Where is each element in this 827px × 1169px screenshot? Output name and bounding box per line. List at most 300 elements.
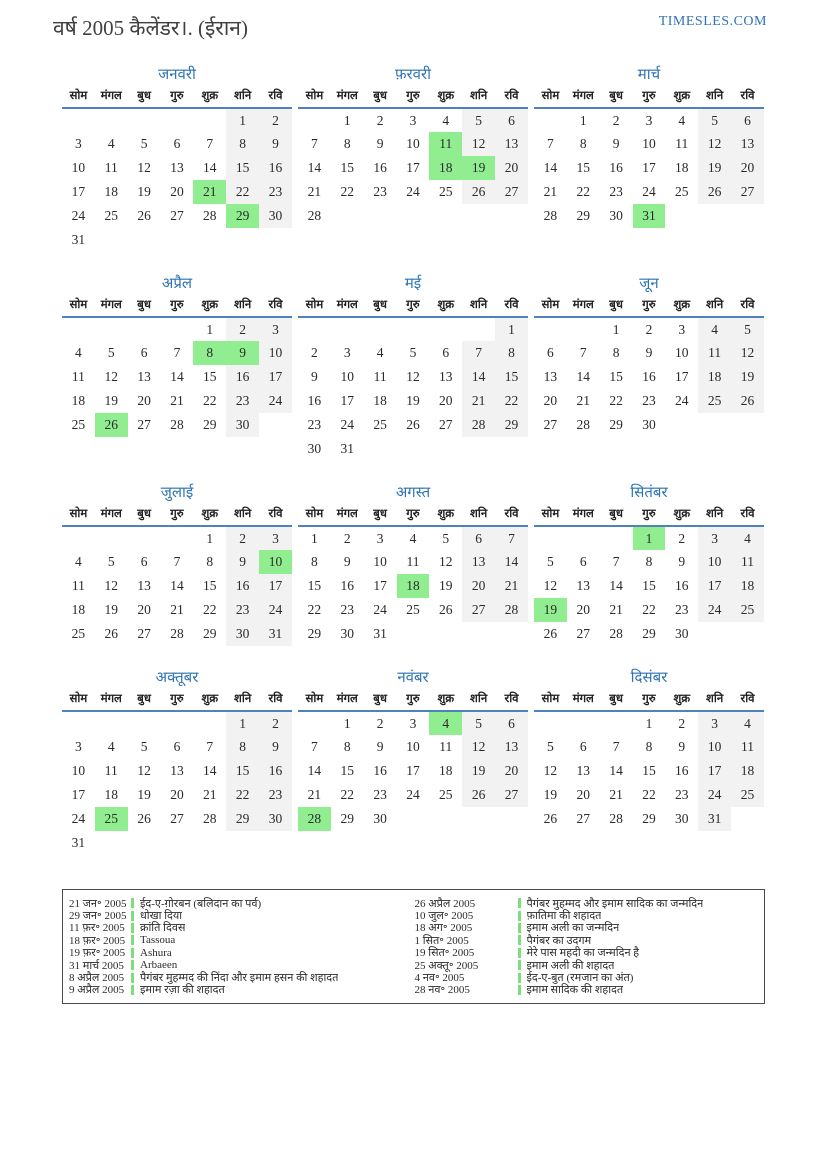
month-calendar-8	[298, 482, 528, 646]
weekend-day-cell: 3	[259, 526, 292, 550]
weekday-header: शनि	[470, 508, 488, 520]
month-table	[62, 294, 292, 437]
weekday-header: बुध	[373, 693, 387, 705]
day-cell: 24	[675, 393, 689, 408]
weekday-header: रवि	[740, 693, 755, 705]
day-cell: 19	[104, 602, 119, 617]
day-cell: 22	[307, 602, 322, 617]
legend-entry	[69, 984, 415, 996]
weekday-header: शनि	[470, 299, 488, 311]
weekend-day-cell: 30	[226, 622, 259, 646]
day-cell: 20	[137, 393, 151, 408]
holiday-day-cell: 28	[298, 807, 331, 831]
day-cell: 11	[373, 369, 387, 384]
weekday-header: शुक्र	[673, 299, 691, 311]
weekend-day-cell: 19	[462, 759, 495, 783]
day-cell: 16	[609, 160, 623, 175]
day-cell: 6	[140, 345, 148, 360]
day-cell: 28	[543, 208, 558, 223]
empty-day-cell	[495, 622, 528, 646]
day-cell: 13	[170, 160, 184, 175]
weekend-day-cell: 23	[226, 598, 259, 622]
day-cell: 21	[609, 602, 623, 617]
empty-day-cell	[600, 526, 633, 550]
day-cell: 12	[104, 369, 119, 384]
holiday-color-bar-icon	[518, 923, 521, 933]
weekday-header: मंगल	[572, 299, 594, 311]
day-cell: 8	[206, 554, 214, 569]
weekday-header: रवि	[504, 693, 519, 705]
empty-day-cell	[364, 317, 397, 341]
day-cell: 26	[406, 417, 420, 432]
day-cell: 16	[675, 578, 689, 593]
weekday-header: गुरु	[170, 508, 184, 520]
day-cell: 25	[71, 417, 86, 432]
legend-column-1	[69, 897, 415, 996]
legend-label: फ़ातिमा की शहादत	[526, 910, 602, 923]
day-cell: 17	[71, 184, 86, 199]
day-cell: 11	[439, 739, 453, 754]
weekday-header: रवि	[268, 299, 283, 311]
day-cell: 11	[104, 160, 118, 175]
month-table	[534, 85, 764, 228]
weekend-day-cell: 13	[462, 550, 495, 574]
day-cell: 29	[576, 208, 591, 223]
legend-date: 29 जन॰ 2005	[69, 910, 127, 923]
day-cell: 19	[137, 787, 151, 802]
weekend-day-cell: 27	[462, 598, 495, 622]
day-cell: 24	[71, 811, 86, 826]
weekend-day-cell: 16	[259, 156, 292, 180]
legend-label: मेरे पास महदी का जन्मदिन है	[526, 947, 640, 960]
day-cell: 3	[343, 345, 351, 360]
day-cell: 25	[373, 417, 387, 432]
day-cell: 14	[203, 160, 217, 175]
empty-day-cell	[331, 317, 364, 341]
month-title: सितंबर	[630, 485, 668, 501]
legend-label: इमाम अली का जन्मदिन	[526, 922, 620, 935]
empty-day-cell	[331, 204, 364, 228]
weekday-header: मंगल	[100, 508, 122, 520]
empty-day-cell	[731, 807, 764, 831]
empty-day-cell	[95, 228, 128, 252]
month-calendar-3	[534, 64, 764, 252]
day-cell: 14	[609, 578, 623, 593]
day-cell: 15	[203, 369, 217, 384]
weekday-header: बुध	[373, 299, 387, 311]
legend-label: इमाम रज़ा की शहादत	[140, 984, 225, 997]
day-cell: 7	[173, 345, 181, 360]
day-cell: 19	[439, 578, 453, 593]
day-cell: 16	[307, 393, 322, 408]
holiday-day-cell: 19	[462, 156, 495, 180]
day-cell: 4	[107, 739, 115, 754]
legend-date: 11 फ़र॰ 2005	[69, 922, 125, 935]
legend-label: पैगंबर का उदगम	[526, 934, 592, 947]
weekday-header: शनि	[234, 90, 252, 102]
day-cell: 9	[376, 739, 384, 754]
legend-date: 25 अक्तू॰ 2005	[414, 959, 479, 972]
holiday-color-bar-icon	[518, 911, 521, 921]
day-cell: 29	[340, 811, 355, 826]
day-cell: 9	[311, 369, 318, 384]
day-cell: 31	[71, 232, 86, 247]
day-cell: 17	[373, 578, 387, 593]
day-cell: 1	[343, 715, 351, 731]
day-cell: 13	[576, 578, 591, 593]
weekday-header: गुरु	[406, 693, 420, 705]
page-title: वर्ष 2005 कैलेंडर।. (ईरान)	[53, 16, 248, 40]
weekend-day-cell: 17	[698, 574, 731, 598]
empty-day-cell	[731, 622, 764, 646]
legend-label: धोखा दिया	[140, 910, 183, 923]
weekday-header: सोम	[541, 90, 560, 102]
day-cell: 10	[406, 739, 420, 754]
month-table	[298, 503, 528, 646]
month-calendar-10	[62, 667, 292, 855]
weekend-day-cell: 26	[462, 783, 495, 807]
weekend-day-cell: 8	[495, 341, 528, 365]
day-cell: 23	[609, 184, 623, 199]
empty-day-cell	[429, 204, 462, 228]
empty-day-cell	[193, 831, 226, 855]
legend-label: इमाम सादिक की शहादत	[526, 984, 624, 997]
weekend-day-cell: 31	[259, 622, 292, 646]
day-cell: 9	[678, 739, 686, 754]
weekday-header: सोम	[69, 90, 88, 102]
day-cell: 31	[373, 626, 387, 641]
weekend-day-cell: 25	[731, 598, 764, 622]
legend-date: 21 जन॰ 2005	[69, 897, 127, 910]
weekday-header: बुध	[137, 90, 151, 102]
day-cell: 9	[376, 136, 384, 151]
day-cell: 15	[609, 369, 623, 384]
weekend-day-cell: 26	[731, 389, 764, 413]
empty-day-cell	[364, 437, 397, 461]
day-cell: 3	[75, 136, 82, 151]
weekday-header: गुरु	[642, 508, 656, 520]
month-title: अगस्त	[395, 485, 431, 501]
weekday-header: मंगल	[100, 693, 122, 705]
empty-day-cell	[534, 317, 567, 341]
day-cell: 8	[343, 739, 351, 754]
weekend-day-cell: 30	[259, 807, 292, 831]
day-cell: 26	[137, 811, 151, 826]
empty-day-cell	[567, 317, 600, 341]
empty-day-cell	[429, 437, 462, 461]
weekend-day-cell: 9	[259, 132, 292, 156]
day-cell: 12	[137, 763, 151, 778]
day-cell: 7	[173, 554, 181, 569]
weekend-day-cell: 28	[462, 413, 495, 437]
day-cell: 2	[612, 112, 620, 128]
empty-day-cell	[429, 807, 462, 831]
weekend-day-cell: 15	[495, 365, 528, 389]
holiday-day-cell: 31	[633, 204, 666, 228]
weekday-header: गुरु	[170, 299, 184, 311]
day-cell: 6	[579, 554, 587, 569]
day-cell: 19	[137, 184, 151, 199]
day-cell: 8	[579, 136, 587, 151]
empty-day-cell	[128, 526, 161, 550]
holiday-day-cell: 9	[226, 341, 259, 365]
day-cell: 9	[612, 136, 620, 151]
holiday-day-cell: 11	[429, 132, 462, 156]
empty-day-cell	[462, 807, 495, 831]
day-cell: 19	[543, 787, 558, 802]
weekend-day-cell: 16	[226, 365, 259, 389]
legend-label: Arbaeen	[140, 959, 178, 972]
weekend-day-cell: 24	[698, 783, 731, 807]
day-cell: 9	[343, 554, 351, 569]
day-cell: 26	[104, 626, 119, 641]
day-cell: 29	[203, 626, 217, 641]
day-cell: 23	[373, 184, 387, 199]
holiday-color-bar-icon	[131, 985, 134, 995]
weekend-day-cell: 24	[698, 598, 731, 622]
day-cell: 4	[678, 112, 686, 128]
empty-day-cell	[397, 807, 430, 831]
day-cell: 20	[576, 787, 591, 802]
day-cell: 1	[645, 715, 653, 731]
day-cell: 21	[307, 787, 322, 802]
weekday-header: मंगल	[336, 508, 358, 520]
day-cell: 2	[678, 715, 686, 731]
weekend-day-cell: 4	[731, 526, 764, 550]
weekday-header: शनि	[470, 90, 488, 102]
day-cell: 23	[642, 393, 656, 408]
empty-day-cell	[62, 317, 95, 341]
month-calendar-7	[62, 482, 292, 646]
empty-day-cell	[731, 204, 764, 228]
day-cell: 4	[442, 112, 450, 128]
day-cell: 26	[439, 602, 453, 617]
legend-entry	[415, 984, 761, 996]
holiday-color-bar-icon	[518, 960, 521, 970]
weekend-day-cell: 26	[698, 180, 731, 204]
day-cell: 3	[645, 112, 653, 128]
day-cell: 11	[104, 763, 118, 778]
day-cell: 15	[340, 763, 355, 778]
day-cell: 3	[409, 715, 417, 731]
weekday-header: सोम	[305, 693, 324, 705]
empty-day-cell	[495, 437, 528, 461]
day-cell: 3	[376, 530, 384, 546]
day-cell: 13	[543, 369, 558, 384]
weekend-day-cell: 11	[731, 735, 764, 759]
day-cell: 15	[576, 160, 591, 175]
day-cell: 21	[543, 184, 558, 199]
weekend-day-cell: 20	[462, 574, 495, 598]
day-cell: 4	[75, 554, 82, 569]
weekend-day-cell: 6	[462, 526, 495, 550]
day-cell: 23	[340, 602, 355, 617]
month-title: फ़रवरी	[394, 67, 432, 83]
weekend-day-cell: 3	[698, 711, 731, 735]
day-cell: 14	[609, 763, 623, 778]
day-cell: 18	[104, 184, 119, 199]
day-cell: 14	[307, 160, 322, 175]
holiday-day-cell: 4	[429, 711, 462, 735]
day-cell: 22	[340, 184, 355, 199]
weekend-day-cell: 18	[731, 574, 764, 598]
weekday-header: शुक्र	[437, 90, 455, 102]
weekday-header: सोम	[305, 508, 324, 520]
empty-day-cell	[731, 413, 764, 437]
day-cell: 28	[203, 208, 217, 223]
weekend-day-cell: 5	[698, 108, 731, 132]
weekend-day-cell: 23	[226, 389, 259, 413]
day-cell: 2	[311, 345, 318, 360]
day-cell: 15	[340, 160, 355, 175]
weekend-day-cell: 17	[259, 365, 292, 389]
day-cell: 18	[373, 393, 387, 408]
holiday-day-cell: 18	[397, 574, 430, 598]
day-cell: 21	[576, 393, 591, 408]
day-cell: 30	[609, 208, 623, 223]
holiday-color-bar-icon	[518, 948, 521, 958]
month-calendar-6	[534, 273, 764, 461]
month-table	[534, 294, 764, 437]
day-cell: 14	[203, 763, 217, 778]
legend-label: इमाम अली की शहादत	[526, 959, 615, 972]
weekend-day-cell: 26	[462, 180, 495, 204]
day-cell: 17	[675, 369, 689, 384]
holiday-color-bar-icon	[131, 973, 134, 983]
day-cell: 23	[675, 602, 689, 617]
day-cell: 12	[439, 554, 453, 569]
day-cell: 21	[170, 602, 184, 617]
day-cell: 16	[340, 578, 355, 593]
month-calendar-2	[298, 64, 528, 252]
day-cell: 3	[678, 321, 686, 337]
weekend-day-cell: 13	[731, 132, 764, 156]
weekend-day-cell: 1	[226, 108, 259, 132]
day-cell: 24	[71, 208, 86, 223]
legend-date: 4 नव॰ 2005	[414, 972, 465, 985]
day-cell: 25	[406, 602, 420, 617]
weekend-day-cell: 27	[495, 180, 528, 204]
weekend-day-cell: 2	[259, 711, 292, 735]
day-cell: 1	[206, 321, 214, 337]
day-cell: 5	[140, 739, 148, 754]
weekend-day-cell: 22	[495, 389, 528, 413]
day-cell: 30	[340, 626, 355, 641]
empty-day-cell	[161, 317, 194, 341]
weekend-day-cell: 12	[462, 132, 495, 156]
day-cell: 11	[675, 136, 689, 151]
holiday-color-bar-icon	[518, 898, 521, 908]
day-cell: 7	[547, 136, 554, 151]
day-cell: 9	[678, 554, 686, 569]
day-cell: 20	[439, 393, 453, 408]
day-cell: 20	[170, 787, 184, 802]
month-table	[298, 294, 528, 461]
weekday-header: शनि	[706, 299, 724, 311]
day-cell: 10	[642, 136, 656, 151]
weekend-day-cell: 10	[698, 550, 731, 574]
weekday-header: मंगल	[336, 299, 358, 311]
weekday-header: सोम	[69, 693, 88, 705]
weekend-day-cell: 15	[226, 759, 259, 783]
weekday-header: शुक्र	[201, 90, 219, 102]
weekend-day-cell: 29	[495, 413, 528, 437]
day-cell: 1	[311, 530, 318, 546]
month-table	[298, 85, 528, 228]
empty-day-cell	[364, 204, 397, 228]
weekday-header: शनि	[706, 693, 724, 705]
day-cell: 5	[107, 554, 115, 569]
weekday-header: गुरु	[406, 90, 420, 102]
day-cell: 16	[373, 763, 387, 778]
weekday-header: रवि	[504, 299, 519, 311]
day-cell: 23	[373, 787, 387, 802]
day-cell: 7	[311, 136, 318, 151]
day-cell: 10	[406, 136, 420, 151]
day-cell: 6	[173, 136, 181, 151]
day-cell: 24	[340, 417, 355, 432]
weekday-header: रवि	[268, 693, 283, 705]
day-cell: 7	[612, 554, 620, 569]
month-calendar-4	[62, 273, 292, 461]
weekday-header: बुध	[373, 90, 387, 102]
empty-day-cell	[161, 228, 194, 252]
day-cell: 22	[340, 787, 355, 802]
empty-day-cell	[600, 711, 633, 735]
day-cell: 11	[71, 369, 85, 384]
empty-day-cell	[128, 317, 161, 341]
month-title: अप्रैल	[161, 276, 193, 292]
empty-day-cell	[397, 622, 430, 646]
empty-day-cell	[62, 108, 95, 132]
weekend-day-cell: 8	[226, 735, 259, 759]
weekend-day-cell: 14	[495, 550, 528, 574]
day-cell: 18	[439, 763, 453, 778]
day-cell: 16	[642, 369, 656, 384]
weekday-header: शनि	[470, 693, 488, 705]
holiday-color-bar-icon	[131, 948, 134, 958]
day-cell: 20	[576, 602, 591, 617]
holiday-day-cell: 1	[633, 526, 666, 550]
weekend-day-cell: 5	[462, 108, 495, 132]
page-header	[53, 14, 767, 42]
day-cell: 22	[609, 393, 623, 408]
day-cell: 17	[406, 763, 420, 778]
weekday-header: बुध	[609, 90, 623, 102]
empty-day-cell	[534, 526, 567, 550]
weekend-day-cell: 12	[731, 341, 764, 365]
weekday-header: बुध	[609, 693, 623, 705]
empty-day-cell	[567, 526, 600, 550]
day-cell: 28	[170, 417, 184, 432]
day-cell: 25	[439, 184, 453, 199]
weekday-header: बुध	[373, 508, 387, 520]
holiday-day-cell: 26	[95, 413, 128, 437]
empty-day-cell	[698, 413, 731, 437]
empty-day-cell	[698, 622, 731, 646]
site-logo-link[interactable]: TIMESLES.COM	[658, 14, 767, 29]
weekend-day-cell: 24	[259, 389, 292, 413]
day-cell: 2	[343, 530, 351, 546]
empty-day-cell	[462, 622, 495, 646]
holiday-color-bar-icon	[518, 935, 521, 945]
day-cell: 17	[71, 787, 86, 802]
weekday-header: शुक्र	[201, 299, 219, 311]
weekday-header: शुक्र	[201, 693, 219, 705]
day-cell: 12	[137, 160, 151, 175]
legend-date: 8 अप्रैल 2005	[69, 972, 125, 985]
weekday-header: मंगल	[572, 693, 594, 705]
